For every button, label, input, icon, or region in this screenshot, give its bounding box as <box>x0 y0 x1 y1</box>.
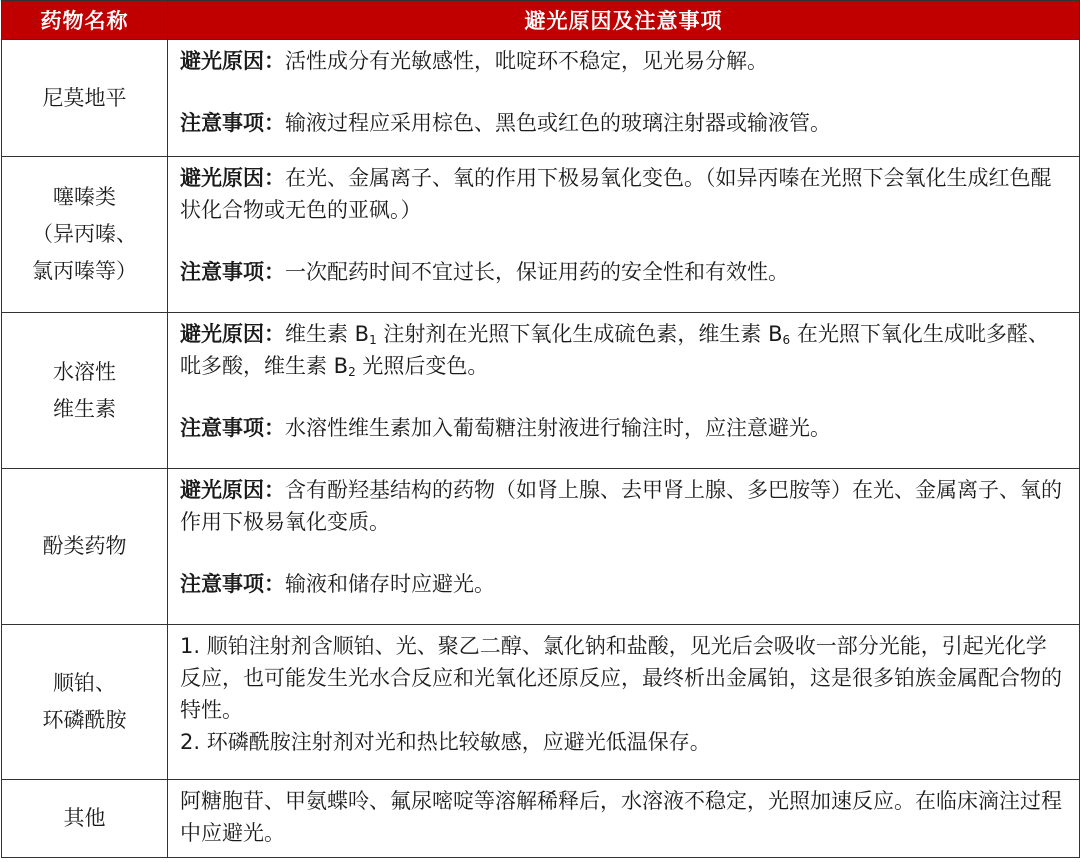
numbered-item-1: 1. 顺铂注射剂含顺铂、光、聚乙二醇、氯化钠和盐酸，见光后会吸收一部分光能，引起光化学反应，也可能发生光水合反应和光氧化还原反应，最终析出金属铂，这是很多铂族金属配合物的特性。 <box>180 634 1062 722</box>
drug-name: 尼莫地平 <box>42 85 127 110</box>
drug-name-line-3: 氯丙嗪等） <box>32 259 137 283</box>
drug-light-protection-table <box>1 0 1080 858</box>
detail-cell <box>168 469 1080 625</box>
reason-label: 避光原因： <box>180 322 285 346</box>
drug-name-line-1: 噻嗪类 <box>53 185 116 209</box>
table-row <box>2 40 1080 157</box>
drug-name-cell <box>2 157 168 313</box>
detail-cell <box>168 313 1080 469</box>
table-header-row <box>2 1 1080 40</box>
drug-name-line-1: 顺铂、 <box>53 671 116 695</box>
detail-cell <box>168 40 1080 157</box>
header-reason-notes: 避光原因及注意事项 <box>168 1 1080 40</box>
header-drug-name: 药物名称 <box>2 1 168 40</box>
table-row <box>2 780 1080 858</box>
subscript-2: 2 <box>348 365 356 379</box>
drug-name-line-2: 环磷酰胺 <box>42 708 127 732</box>
note-line <box>180 568 1067 600</box>
reason-text: 在光、金属离子、氧的作用下极易氧化变色。（如异丙嗪在光照下会氧化生成红色醌状化合物或无色的亚砜。） <box>180 166 1052 222</box>
table-row <box>2 157 1080 313</box>
detail-text: 阿糖胞苷、甲氨蝶呤、氟尿嘧啶等溶解稀释后，水溶液不稳定，光照加速反应。在临床滴注过程中应避光。 <box>180 789 1062 845</box>
note-text: 输液过程应采用棕色、黑色或红色的玻璃注射器或输液管。 <box>285 111 831 135</box>
reason-line <box>180 474 1067 538</box>
drug-name-cell <box>2 625 168 780</box>
detail-cell <box>168 157 1080 313</box>
drug-name-cell <box>2 313 168 469</box>
note-label: 注意事项： <box>180 111 285 135</box>
reason-line <box>180 318 1067 382</box>
detail-cell <box>168 625 1080 780</box>
reason-text: 维生素 $B_1$ 注射剂在光照下氧化生成硫色素，维生素 $B_6$ 在光照下氧化生成吡多醛、吡多酸，维生素 $B_2$ 光照后变色。 <box>180 322 1049 379</box>
table-row <box>2 313 1080 469</box>
note-line <box>180 412 1067 444</box>
note-label: 注意事项： <box>180 416 285 440</box>
reason-label: 避光原因： <box>180 478 285 502</box>
table-row <box>2 625 1080 780</box>
note-text: 一次配药时间不宜过长，保证用药的安全性和有效性。 <box>285 260 789 284</box>
numbered-item-2: 2. 环磷酰胺注射剂对光和热比较敏感，应避光低温保存。 <box>180 730 711 754</box>
detail-cell <box>168 780 1080 858</box>
note-label: 注意事项： <box>180 572 285 596</box>
drug-name: 酚类药物 <box>42 534 127 558</box>
drug-name-cell <box>2 780 168 858</box>
drug-name-line-1: 水溶性 <box>53 359 116 384</box>
reason-line <box>180 45 1067 77</box>
reason-line <box>180 162 1067 226</box>
note-line <box>180 107 1067 139</box>
reason-text: 活性成分有光敏感性，吡啶环不稳定，见光易分解。 <box>285 49 768 73</box>
drug-name-line-2: 维生素 <box>53 396 116 421</box>
reason-text: 含有酚羟基结构的药物（如肾上腺、去甲肾上腺、多巴胺等）在光、金属离子、氧的作用下极易氧化变质。 <box>180 478 1062 534</box>
subscript-6: 6 <box>782 333 791 347</box>
note-label: 注意事项： <box>180 260 285 284</box>
drug-name-cell <box>2 40 168 157</box>
table-row <box>2 469 1080 625</box>
note-text: 水溶性维生素加入葡萄糖注射液进行输注时，应注意避光。 <box>285 416 831 440</box>
drug-name: 其他 <box>63 806 106 830</box>
drug-name-line-2: （异丙嗪、 <box>32 222 137 246</box>
reason-label: 避光原因： <box>180 166 285 190</box>
subscript-1: 1 <box>369 333 377 347</box>
reason-label: 避光原因： <box>180 49 285 73</box>
note-text: 输液和储存时应避光。 <box>285 572 495 596</box>
drug-name-cell <box>2 469 168 625</box>
note-line <box>180 256 1067 288</box>
